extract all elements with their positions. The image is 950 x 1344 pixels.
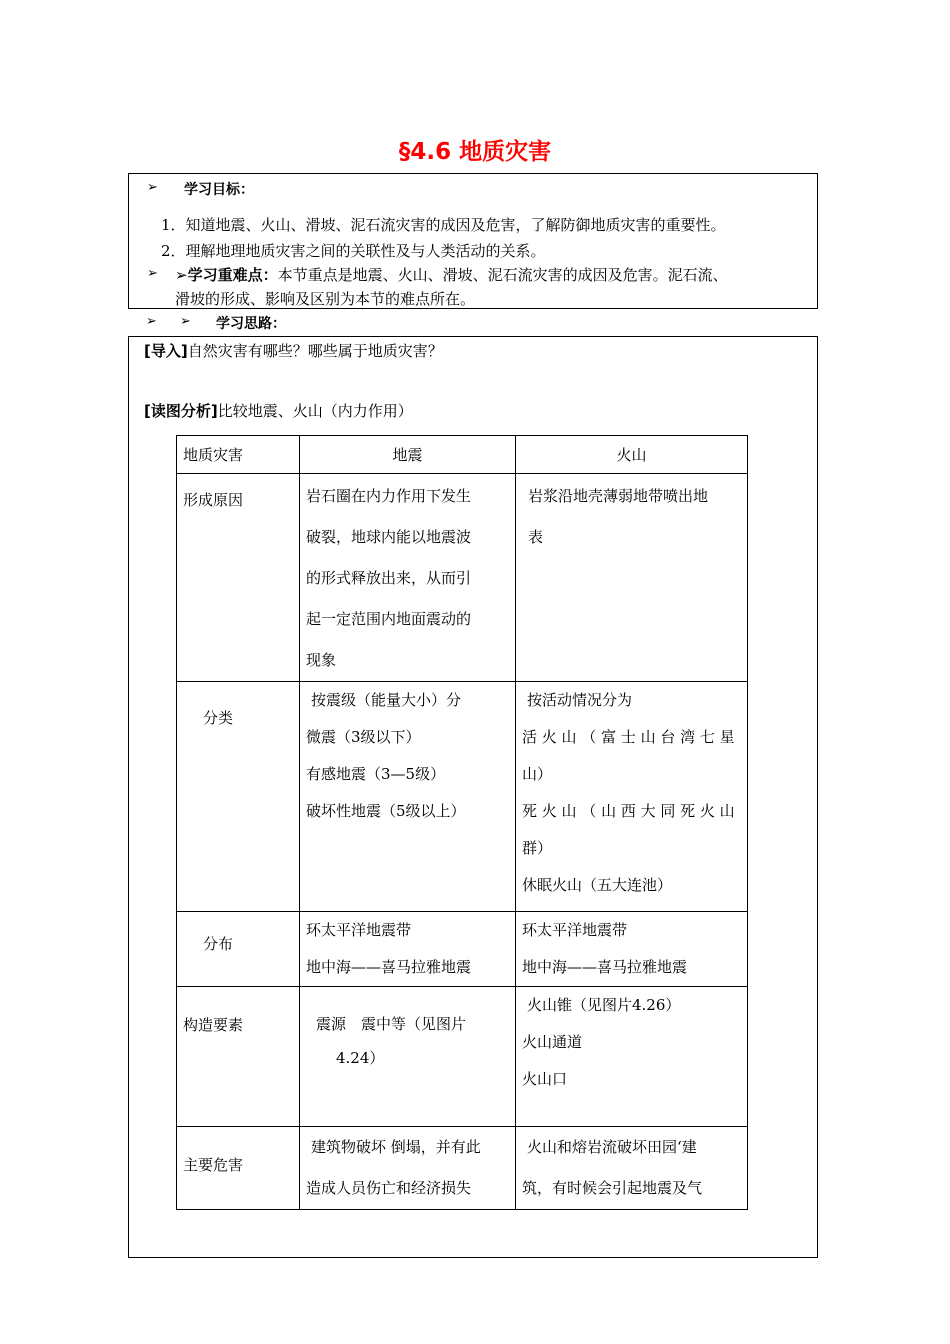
cell-volcano (522, 474, 741, 558)
cell-line: 起一定范围内地面震动的 (306, 610, 472, 628)
cell-line: 建筑物破坏 倒塌，并有此 (311, 1138, 481, 1156)
keypoints-label: ➢学习重难点： (175, 266, 278, 284)
keypoints-text-cont: 滑坡的形成、影响及区别为本节的难点所在。 (175, 290, 476, 308)
cell-line: 破坏性地震（5级以上） (306, 802, 466, 820)
arrow-bullet-icon: ➢ (180, 314, 191, 329)
cell-line: 活 火 山 （ 富 士 山 台 湾 七 星 (522, 728, 735, 746)
table-header-cell: 火山 (516, 436, 748, 474)
cell-quake (306, 987, 509, 1075)
objectives-box (128, 173, 818, 309)
intro-line (144, 340, 443, 361)
cell-quake (306, 474, 509, 681)
cell-line: 岩石圈在内力作用下发生 (306, 487, 472, 505)
cell-line: 火山和熔岩流破坏田园‘建 (527, 1138, 697, 1156)
cell-volcano (522, 1127, 741, 1209)
keypoints-text: 本节重点是地震、火山、滑坡、泥石流灾害的成因及危害。泥石流、 (277, 266, 728, 284)
table-header-cell: 地震 (300, 436, 516, 474)
cell-line: 地中海——喜马拉雅地震 (306, 958, 472, 976)
table-row (177, 474, 748, 682)
row-label: 构造要素 (183, 1016, 244, 1034)
cell-line: 山） (522, 765, 553, 783)
objective-item: 1．知道地震、火山、滑坡、泥石流灾害的成因及危害，了解防御地质灾害的重要性。 (161, 216, 726, 234)
cell-line: 群） (522, 839, 553, 857)
cell-line: 火山通道 (522, 1033, 583, 1051)
cell-line: 按震级（能量大小）分 (311, 691, 462, 709)
cell-line: 造成人员伤亡和经济损失 (306, 1179, 472, 1197)
cell-line: 环太平洋地震带 (522, 921, 628, 939)
table-row (177, 1127, 748, 1210)
cell-line: 的形式释放出来，从而引 (306, 569, 472, 587)
row-label: 形成原因 (183, 491, 244, 509)
objectives-heading: 学习目标： (184, 182, 254, 198)
arrow-bullet-icon: ➢ (146, 314, 157, 329)
cell-line: 震源 震中等（见图片 (316, 1015, 467, 1033)
row-label: 分布 (203, 935, 234, 953)
cell-line: 休眠火山（五大连池） (522, 876, 673, 894)
cell-volcano (522, 682, 741, 904)
cell-line: 地中海——喜马拉雅地震 (522, 958, 688, 976)
cell-line: 火山口 (522, 1070, 568, 1088)
approach-heading: 学习思路： (216, 316, 286, 332)
cell-line: 按活动情况分为 (527, 691, 633, 709)
intro-label: [导入] (144, 342, 188, 360)
cell-line: 岩浆沿地壳薄弱地带喷出地 (528, 487, 709, 505)
cell-line: 表 (528, 528, 544, 546)
row-label: 分类 (203, 709, 234, 727)
objective-item: 2．理解地理地质灾害之间的关联性及与人类活动的关系。 (161, 242, 546, 260)
cell-line: 火山锥（见图片4.26） (527, 996, 681, 1014)
cell-quake (306, 682, 509, 830)
cell-line: 破裂，地球内能以地震波 (306, 528, 472, 546)
table-row (177, 682, 748, 912)
arrow-bullet-icon: ➢ (147, 266, 158, 281)
cell-line: 环太平洋地震带 (306, 921, 412, 939)
analysis-label: [读图分析] (144, 402, 218, 420)
cell-line: 现象 (306, 651, 337, 669)
table-header-cell: 地质灾害 (177, 436, 300, 474)
cell-quake (306, 1127, 509, 1209)
arrow-bullet-icon: ➢ (147, 180, 158, 195)
table-row (177, 987, 748, 1127)
analysis-text: 比较地震、火山（内力作用） (217, 402, 413, 420)
cell-line: 有感地震（3—5级） (306, 765, 446, 783)
page-title: §4.6 地质灾害 (398, 139, 552, 165)
comparison-table (176, 435, 748, 1210)
table-row (177, 912, 748, 987)
cell-line: 死 火 山 （ 山 西 大 同 死 火 山 (522, 802, 735, 820)
row-label: 主要危害 (183, 1156, 244, 1174)
cell-quake (306, 912, 509, 986)
table-header-row (177, 436, 748, 474)
cell-line: 筑，有时候会引起地震及气 (522, 1179, 703, 1197)
analysis-line (144, 400, 413, 421)
cell-line: 微震（3级以下） (306, 728, 421, 746)
cell-volcano (522, 987, 741, 1098)
intro-text: 自然灾害有哪些？哪些属于地质灾害？ (187, 342, 443, 360)
cell-line: 4.24） (336, 1049, 385, 1067)
cell-volcano (522, 912, 741, 986)
